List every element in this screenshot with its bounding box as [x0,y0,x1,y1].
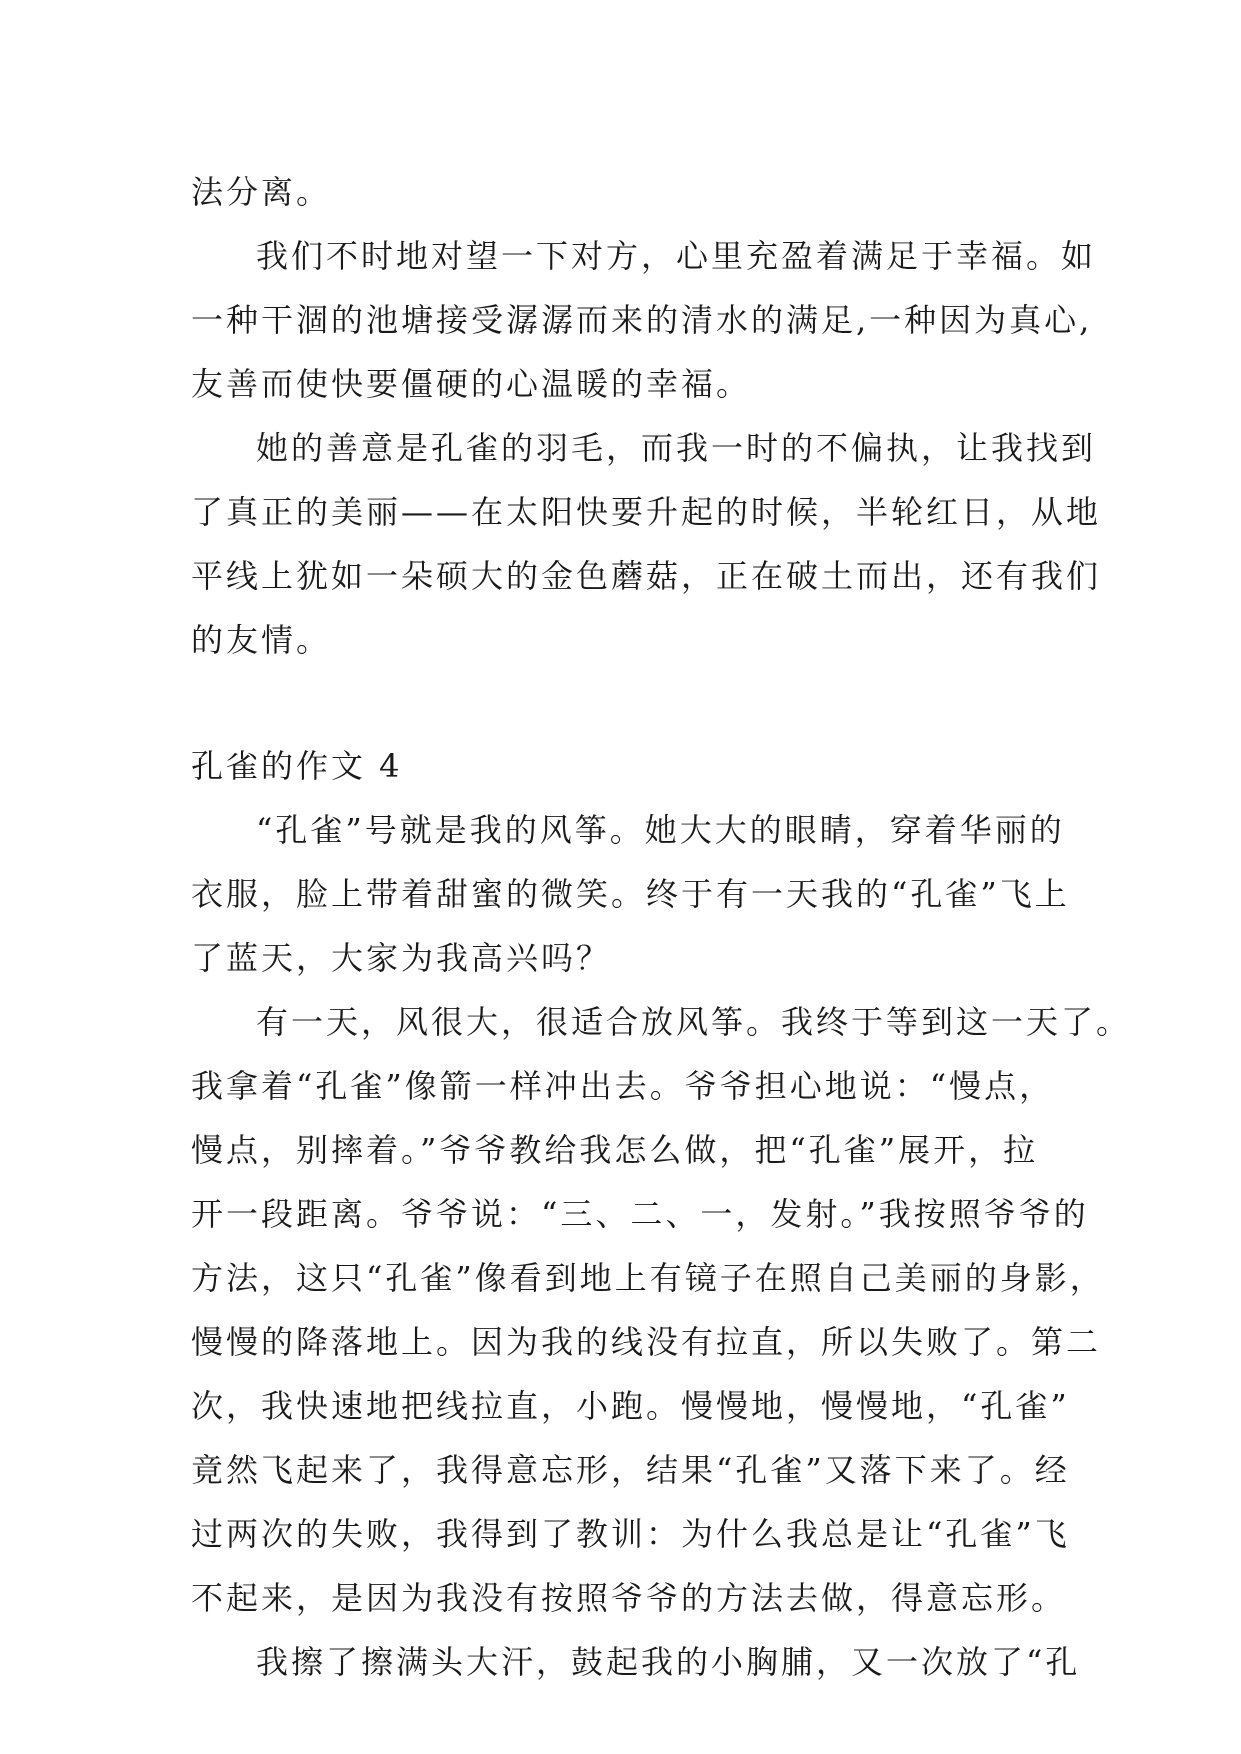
paragraph-line: 过两次的失败，我得到了教训：为什么我总是让“孔雀”飞 [191,1515,1070,1553]
paragraph-line: 法分离。 [191,173,332,211]
paragraph-line: 次，我快速地把线拉直，小跑。慢慢地，慢慢地，“孔雀” [191,1387,1070,1425]
paragraph-line: 我们不时地对望一下对方，心里充盈着满足于幸福。如 [256,237,1097,275]
paragraph-line: 有一天，风很大，很适合放风筝。我终于等到这一天了。 [256,1003,1132,1041]
paragraph-line: 了真正的美丽——在太阳快要升起的时候，半轮红日，从地 [191,493,1102,531]
section-heading: 孔雀的作文 4 [191,747,403,785]
paragraph-line: 友善而使快要僵硬的心温暖的幸福。 [191,365,752,403]
paragraph-line: 开一段距离。爷爷说：“三、二、一，发射。”我按照爷爷的 [191,1195,1089,1233]
paragraph-line: 一种干涸的池塘接受潺潺而来的清水的满足,一种因为真心, [191,301,1093,339]
paragraph-line: 的友情。 [191,621,332,659]
paragraph-line: 慢慢的降落地上。因为我的线没有拉直，所以失败了。第二 [191,1323,1102,1361]
paragraph-line: 她的善意是孔雀的羽毛，而我一时的不偏执，让我找到 [256,429,1097,467]
paragraph-line: 慢点，别摔着。”爷爷教给我怎么做，把“孔雀”展开，拉 [191,1131,1039,1169]
paragraph-line: 平线上犹如一朵硕大的金色蘑菇，正在破土而出，还有我们 [191,557,1102,595]
paragraph-line: 了蓝天，大家为我高兴吗？ [191,939,612,977]
paragraph-line: 我擦了擦满头大汗，鼓起我的小胸脯，又一次放了“孔 [256,1643,1081,1681]
paragraph-line: 竟然飞起来了，我得意忘形，结果“孔雀”又落下来了。经 [191,1451,1070,1489]
document-body [191,160,1132,1694]
paragraph-line: 方法，这只“孔雀”像看到地上有镜子在照自己美丽的身影， [191,1259,1105,1297]
paragraph-line: “孔雀”号就是我的风筝。她大大的眼睛，穿着华丽的 [256,811,1065,849]
paragraph-line: 不起来，是因为我没有按照爷爷的方法去做，得意忘形。 [191,1579,1067,1617]
paragraph-line: 我拿着“孔雀”像箭一样冲出去。爷爷担心地说：“慢点， [191,1067,1055,1105]
section-spacer [191,672,1071,734]
paragraph-line: 衣服，脸上带着甜蜜的微笑。终于有一天我的“孔雀”飞上 [191,875,1070,913]
